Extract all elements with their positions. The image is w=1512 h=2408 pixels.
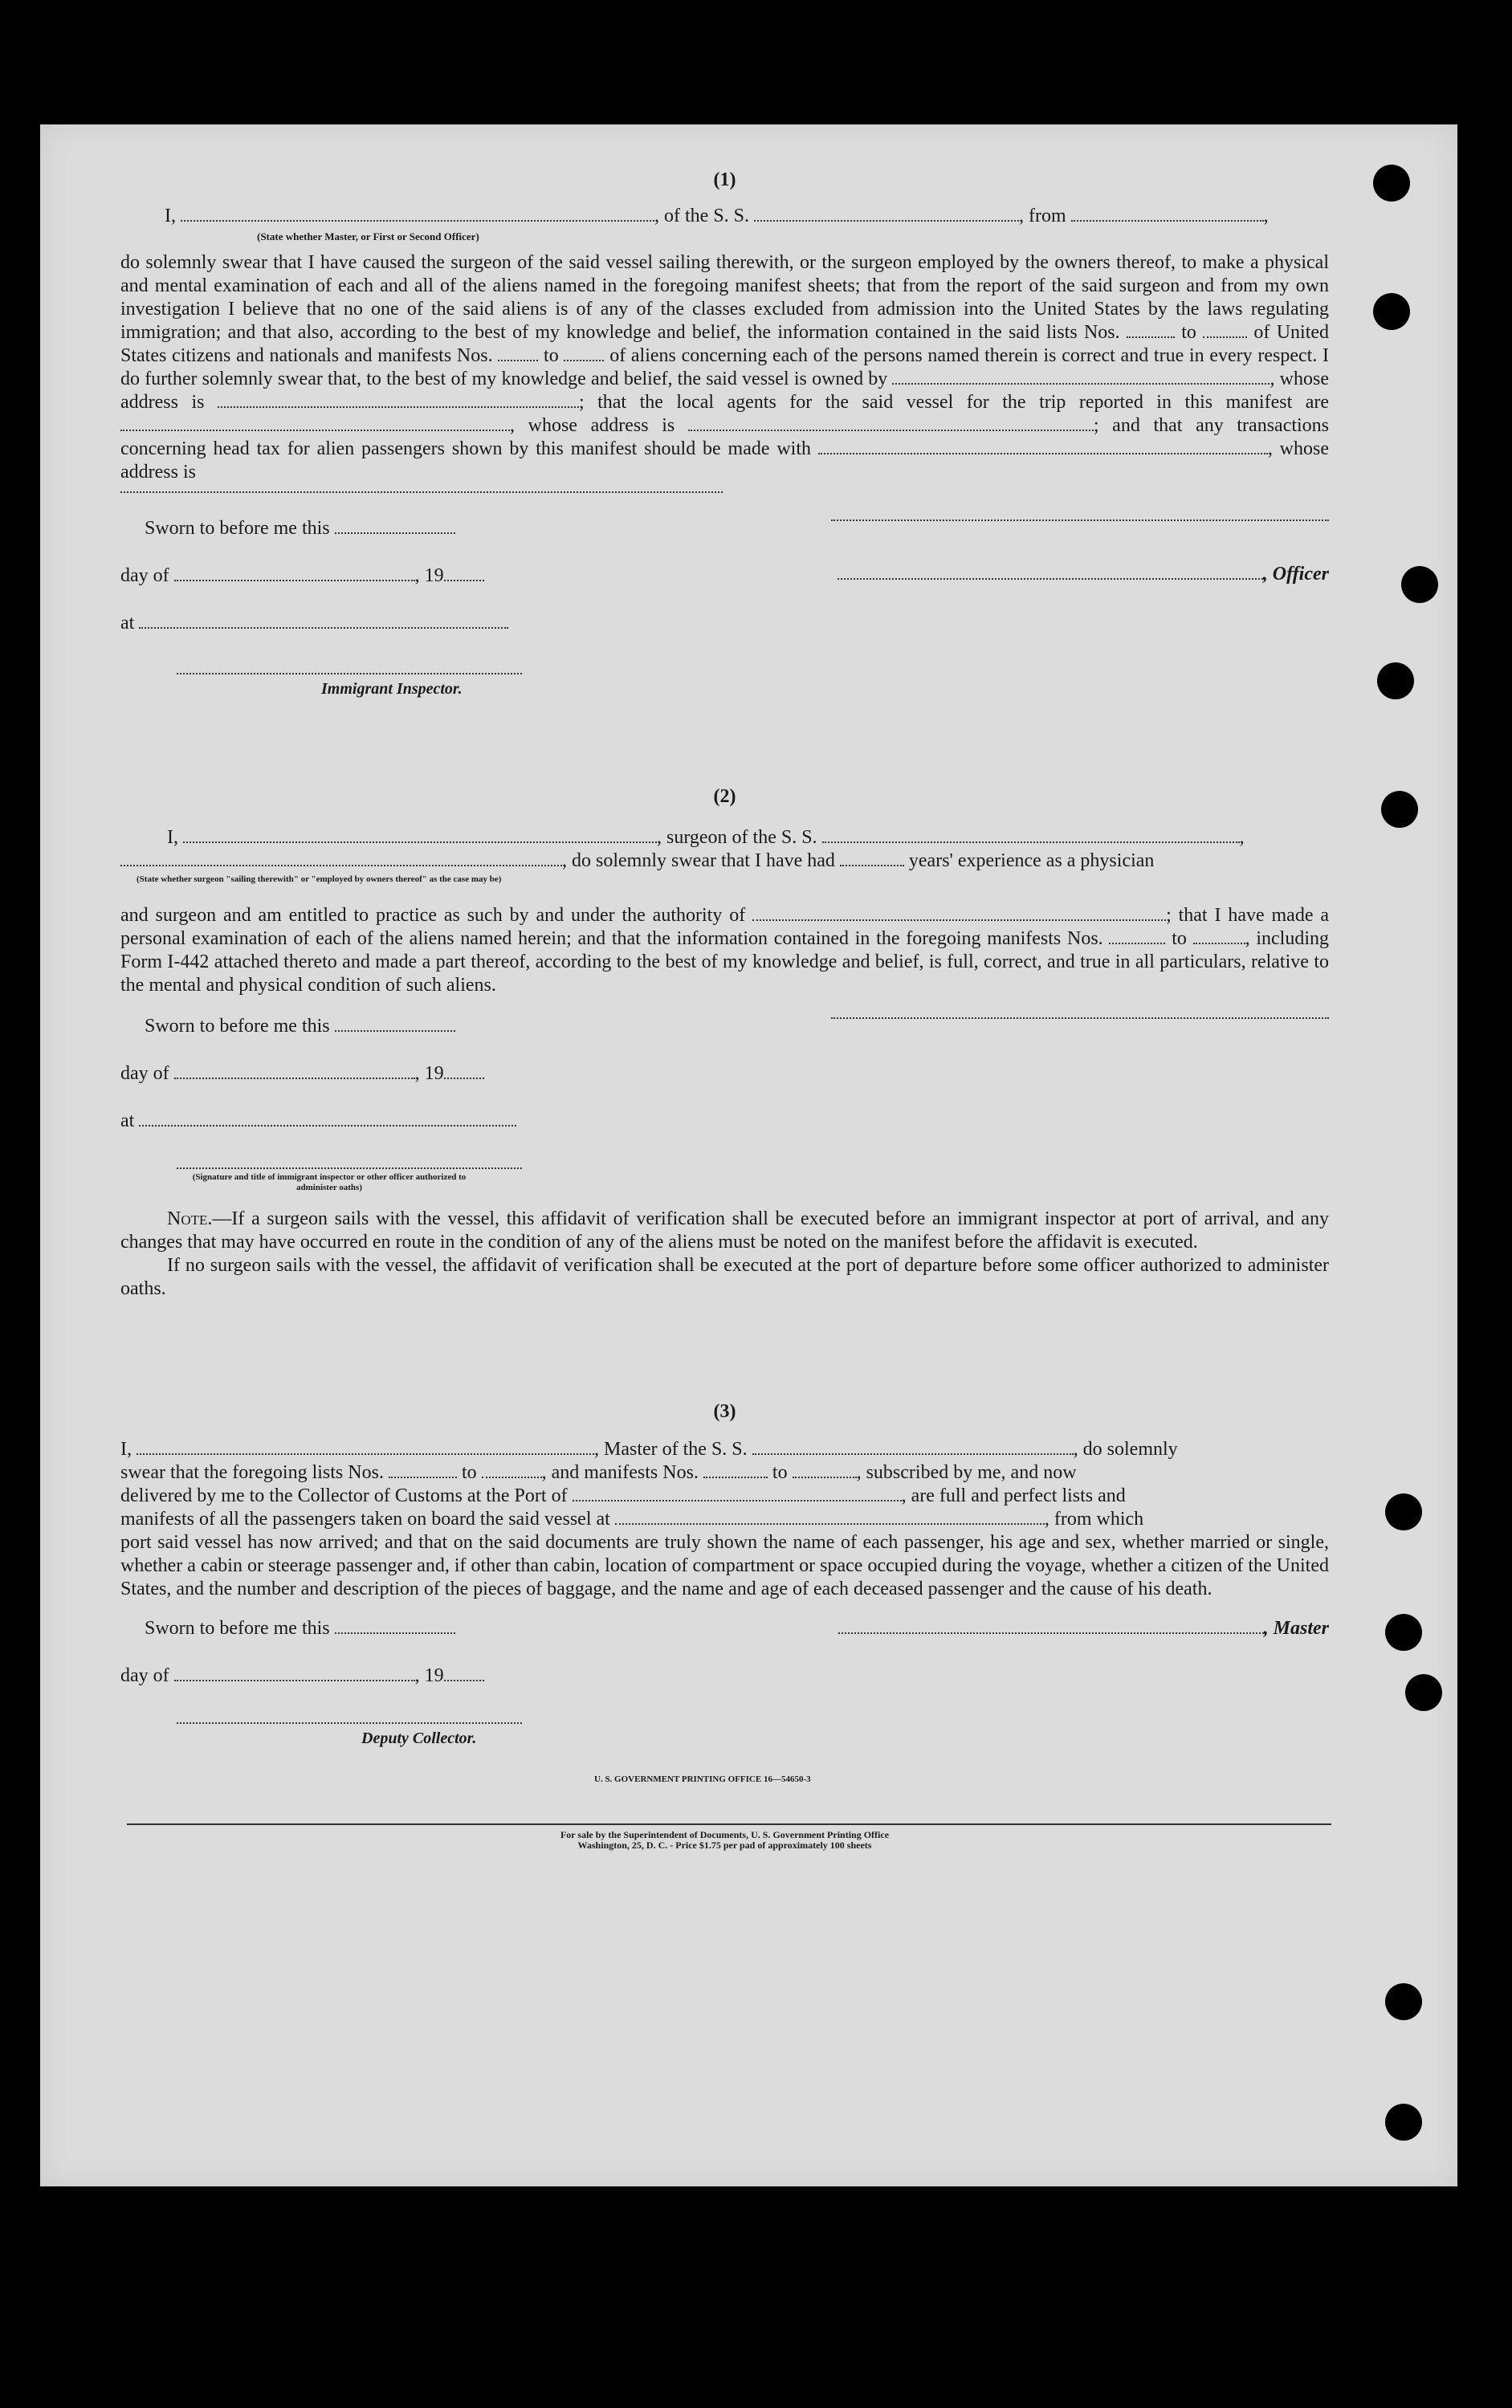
officer-line: I, , of the S. S. , from , [165, 206, 1269, 226]
punct: ; [578, 392, 585, 413]
punch-hole [1385, 1493, 1422, 1530]
from-port-field[interactable] [1071, 219, 1264, 222]
year-label: , 19 [414, 1665, 444, 1686]
sworn-day-field[interactable] [335, 1029, 455, 1032]
section-1 [120, 169, 1329, 701]
note-paragraph [120, 1208, 1329, 1254]
officer-caption: (State whether Master, or First or Second Officer) [257, 230, 479, 242]
body-text: , are full and perfect lists and [901, 1485, 1126, 1506]
manifests-from-field[interactable] [498, 359, 538, 361]
lists-line [120, 1461, 1329, 1485]
surgeon-vessel-field[interactable] [822, 841, 1240, 843]
manifests-to-field[interactable] [793, 1476, 857, 1478]
punch-hole [1385, 2104, 1422, 2141]
note-paragraph-2 [120, 1254, 1329, 1301]
body-text: , do solemnly swear that I have had [562, 850, 835, 871]
label-to: to [461, 1462, 477, 1483]
collector-signature-field[interactable] [177, 1721, 522, 1724]
body-text: years' experience as a physician [908, 850, 1155, 871]
section-2-signatures [120, 1015, 1329, 1193]
master-line [120, 1438, 1329, 1461]
surgeon-name-field[interactable] [183, 841, 657, 843]
label-i: I, [165, 206, 176, 226]
punct: , [1239, 827, 1245, 848]
label-to: to [772, 1462, 788, 1483]
surgeon-signature-field[interactable] [831, 1017, 1329, 1019]
address-continuation-field[interactable] [120, 491, 723, 493]
body-text: that the local agents for the said vessel for the trip reported in this manifest are [597, 392, 1330, 413]
master-signature-field[interactable] [838, 1632, 1264, 1634]
surgeon-status-field[interactable] [120, 864, 562, 866]
section-3 [120, 1400, 1329, 1791]
note-text: If no surgeon sails with the vessel, the affidavit of verification shall be executed at the port of departure before some officer authorized to administer oaths. [120, 1255, 1329, 1299]
section-number: (2) [713, 786, 736, 807]
officer-caption: , Officer [1262, 564, 1329, 585]
label-to: to [1172, 928, 1187, 949]
month-field[interactable] [174, 1679, 415, 1681]
master-caption: , Master [1263, 1618, 1329, 1639]
year-label: , 19 [414, 565, 444, 586]
day-of-label: day of [120, 1665, 169, 1686]
body-text: , do solemnly [1073, 1439, 1178, 1460]
master-vessel-field[interactable] [752, 1453, 1074, 1455]
section-2 [120, 785, 1329, 1301]
year-field[interactable] [444, 1679, 484, 1681]
officer-signature-field[interactable] [831, 519, 1329, 521]
year-label: , 19 [414, 1063, 444, 1084]
surgeon-signature-block [831, 1015, 1329, 1019]
sworn-label: Sworn to before me this [145, 1016, 330, 1037]
body-text: and surgeon and am entitled to practice as such by and under the authority of [120, 905, 746, 926]
day-of-label: day of [120, 1063, 169, 1084]
body-text: manifests of all the passengers taken on board the said vessel at [120, 1509, 610, 1530]
section-number: (3) [713, 1401, 736, 1422]
affidavit-form [120, 169, 1329, 1851]
label-of-ss: , of the S. S. [654, 206, 750, 226]
section-1-body [120, 251, 1329, 484]
surgeon-caption: (State whether surgeon "sailing therewith" or "employed by owners thereof" as the case may be) [137, 874, 502, 884]
sale-notice [120, 1830, 1329, 1851]
body-text: , and manifests Nos. [541, 1462, 699, 1483]
punct: , [510, 415, 515, 436]
sworn-day-field[interactable] [335, 532, 455, 534]
year-field[interactable] [444, 1077, 484, 1079]
place-field[interactable] [139, 626, 508, 629]
head-tax-agent-field[interactable] [818, 452, 1268, 454]
officer-signature-block [831, 517, 1329, 586]
section-1-signatures [120, 517, 1329, 701]
inspector-signature-field[interactable] [177, 672, 522, 674]
inspector-caption: Immigrant Inspector. [321, 680, 463, 698]
month-field[interactable] [174, 579, 415, 581]
body-text: ; and that any transactions concerning head tax for alien passengers shown by this manifest should be made with [120, 415, 1330, 459]
punch-hole [1401, 566, 1438, 603]
body-text: , including Form I-442 attached thereto and made a part thereof, according to the best of my knowledge and belief, is full, correct, and true in all particulars, relative to the mental and physical condition of such aliens. [120, 928, 1330, 996]
years-field[interactable] [840, 864, 904, 866]
body-text: , subscribed by me, and now [856, 1462, 1077, 1483]
label-to: to [1181, 322, 1196, 343]
note-label: Note. [167, 1208, 213, 1229]
lists-to-field[interactable] [1203, 336, 1247, 338]
body-text: , whose address is [120, 438, 1330, 483]
jurat-block [120, 1015, 538, 1193]
manifests-to-field[interactable] [1193, 942, 1245, 944]
gpo-imprint: U. S. GOVERNMENT PRINTING OFFICE 16—54650-3 [594, 1774, 811, 1784]
note-text: —If a surgeon sails with the vessel, this affidavit of verification shall be executed before an immigrant inspector at port of arrival, and any changes that may have occurred en route in the condition of any of the aliens must be noted on the manifest before the affidavit is executed. [120, 1208, 1329, 1253]
agents-address-field[interactable] [688, 429, 1094, 431]
sworn-label: Sworn to before me this [145, 518, 330, 539]
lists-from-field[interactable] [1127, 336, 1175, 338]
owner-address-field[interactable] [218, 405, 579, 408]
section-3-signatures [120, 1617, 1329, 1750]
place-field[interactable] [139, 1124, 516, 1127]
at-label: at [120, 613, 135, 634]
body-text: of aliens concerning each of the persons named therein is correct and true in every respect. I do further solemnly swear that, to the best of my knowledge and belief, the said vessel is owned by [120, 345, 1330, 389]
authority-field[interactable] [752, 919, 1166, 921]
body-text: do solemnly swear that I have caused the surgeon of the said vessel sailing therewith, or the surgeon employed by the owners thereof, to make a physical and mental examination of each and all of the aliens named in the foregoing manifest sheets; that from the report of the said surgeon and from my own investigation I believe that no one of the said aliens is of any of the classes excluded from admission into the United States by the laws regulating immigration; and that also, according to the best of my knowledge and belief, the information contained in the said lists Nos. [120, 252, 1329, 343]
jurat-block [120, 1617, 538, 1750]
port-field[interactable] [573, 1499, 902, 1501]
section-3-body: port said vessel has now arrived; and that on the said documents are truly shown the name of each passenger, his age and sex, whether married or single, whether a cabin or steerage passenger and, if other than cabin, location of compartment or space occupied during the voyage, whether a citizen of the United States, and the number and description of the pieces of baggage, and the name and age of each deceased passenger and the cause of his death. [120, 1532, 1329, 1599]
master-name-field[interactable] [137, 1453, 594, 1455]
local-agents-field[interactable] [120, 429, 510, 431]
body-text: , whose address is [120, 369, 1330, 413]
punch-hole [1385, 1614, 1422, 1651]
month-field[interactable] [174, 1077, 415, 1079]
label-surgeon-of: , surgeon of the S. S. [657, 827, 817, 848]
master-signature-block [831, 1617, 1329, 1640]
manifests-to-field[interactable] [564, 359, 604, 361]
at-label: at [120, 1110, 135, 1131]
boarded-line [120, 1508, 1329, 1531]
label-i: I, [167, 827, 178, 848]
manifests-from-field[interactable] [1109, 942, 1165, 944]
officer-title-field[interactable] [838, 577, 1263, 580]
year-field[interactable] [444, 579, 484, 581]
inspector-signature-field[interactable] [177, 1167, 522, 1169]
punch-hole [1385, 1983, 1422, 2020]
punch-hole [1377, 662, 1414, 699]
lists-to-field[interactable] [482, 1476, 542, 1478]
label-from: , from [1019, 206, 1066, 226]
lists-from-field[interactable] [389, 1476, 457, 1478]
body-text: delivered by me to the Collector of Customs at the Port of [120, 1485, 568, 1506]
body-text: swear that the foregoing lists Nos. [120, 1462, 384, 1483]
deputy-caption: Deputy Collector. [361, 1730, 477, 1747]
sworn-label: Sworn to before me this [145, 1618, 330, 1639]
body-text: of United States citizens and nationals and manifests Nos. [120, 322, 1330, 366]
vessel-name-field[interactable] [754, 219, 1019, 222]
body-text: that I have made a personal examination of each of the aliens named herein; and that the information contained in the foregoing manifests Nos. [120, 905, 1330, 949]
label-to: to [544, 345, 559, 366]
body-text: , from which [1044, 1509, 1144, 1530]
label-master-of: , Master of the S. S. [594, 1439, 748, 1460]
punch-hole [1381, 791, 1418, 828]
jurat-block [120, 517, 538, 701]
day-of-label: day of [120, 565, 169, 586]
surgeon-line [120, 826, 1329, 850]
punch-hole [1373, 293, 1410, 330]
sworn-day-field[interactable] [335, 1632, 455, 1634]
section-2-body [120, 904, 1329, 997]
delivered-line [120, 1485, 1329, 1508]
footer-rule [127, 1823, 1331, 1825]
punch-hole [1405, 1674, 1442, 1711]
signature-caption: (Signature and title of immigrant inspector or other officer authorized to administer oaths) [192, 1172, 467, 1192]
boarding-port-field[interactable] [615, 1522, 1045, 1525]
section-number: (1) [713, 169, 736, 190]
officer-name-field[interactable] [181, 219, 654, 222]
sale-line-1: For sale by the Superintendent of Documents, U. S. Government Printing Office [560, 1829, 890, 1840]
sale-line-2: Washington, 25, D. C. - Price $1.75 per pad of approximately 100 sheets [577, 1840, 872, 1851]
punct: ; [1166, 905, 1172, 926]
punch-hole [1373, 165, 1410, 202]
body-text: whose address is [528, 415, 675, 436]
manifests-from-field[interactable] [703, 1476, 768, 1478]
owner-field[interactable] [892, 382, 1270, 385]
label-i: I, [120, 1439, 132, 1460]
